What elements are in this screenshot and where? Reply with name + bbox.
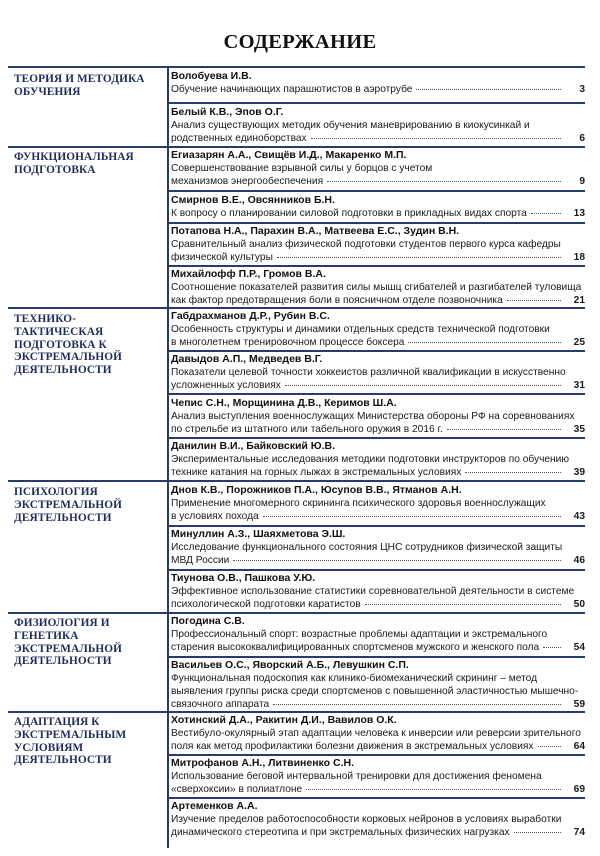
entry-divider — [168, 222, 585, 224]
entry-title: Анализ существующих методик обучения маневрированию в киокусинкай и — [171, 120, 530, 131]
entry-title: старения высококвалифицированных спортсменов мужского и женского пола — [171, 642, 540, 654]
entry-authors: Васильев О.С., Яворский А.Б., Левушкин С.П. — [171, 659, 409, 671]
entry-divider — [168, 265, 585, 267]
entry-authors: Егиазарян А.А., Свищёв И.Д., Макаренко М.П. — [171, 149, 407, 161]
toc-entry[interactable] — [171, 70, 585, 96]
toc-entry[interactable] — [171, 268, 585, 307]
toc-entry[interactable] — [171, 615, 585, 654]
entry-title: динамического стереотипа и при экстремальных физических нагрузках — [171, 827, 510, 839]
section-divider — [8, 307, 585, 309]
dot-leader — [311, 138, 561, 139]
toc-entry[interactable] — [171, 106, 585, 145]
section-divider — [8, 66, 585, 68]
entry-title: выявления группы риска среди спортсменов с повышенной эластичностью мышечно- — [171, 686, 579, 698]
entry-title: поля как метод профилактики болезни движения в экстремальных условиях — [171, 741, 534, 753]
toc-entry[interactable] — [171, 572, 585, 611]
page-number: 3 — [579, 84, 585, 95]
entry-title: «сверхоксии» в полиатлоне — [171, 784, 303, 796]
entry-divider — [168, 569, 585, 571]
entry-title: Сравнительный анализ физической подготовки студентов первого курса кафедры — [171, 239, 561, 250]
page-number: 9 — [579, 176, 585, 188]
section-title: ФУНКЦИОНАЛЬНАЯ ПОДГОТОВКА — [14, 151, 134, 176]
page-number: 50 — [573, 599, 585, 611]
entry-title: как фактор предотвращения боли в поясничном отделе позвоночника — [171, 295, 503, 307]
page-number: 25 — [573, 337, 585, 349]
entry-title: технике катания на горных лыжах в экстремальных условиях — [171, 467, 462, 479]
entry-title: Анализ выступления военнослужащих Министерства обороны РФ на соревнованиях — [171, 411, 575, 422]
entry-title: МВД России — [171, 555, 230, 567]
section-divider — [8, 612, 585, 614]
dot-leader — [447, 429, 561, 430]
entry-title: Совершенствование взрывной силы у борцов с учетом — [171, 163, 433, 174]
toc-entry[interactable] — [171, 659, 585, 711]
toc-entry[interactable] — [171, 800, 585, 839]
entry-title: Использование беговой интервальной тренировки для достижения феномена — [171, 771, 542, 782]
page-number: 6 — [579, 133, 585, 145]
entry-authors: Тиунова О.В., Пашкова У.Ю. — [171, 572, 316, 584]
entry-authors: Митрофанов А.Н., Литвиненко С.Н. — [171, 757, 355, 769]
entry-divider — [168, 102, 585, 104]
entry-title: Профессиональный спорт: возрастные проблемы адаптации и экстремального — [171, 629, 548, 640]
toc-entry[interactable] — [171, 225, 585, 264]
entry-authors: Смирнов В.Е., Овсянников Б.Н. — [171, 194, 335, 206]
entry-divider — [168, 190, 585, 192]
page-number: 18 — [573, 252, 585, 264]
page-number: 74 — [573, 827, 585, 839]
section-title: АДАПТАЦИЯ К ЭКСТРЕМАЛЬНЫМ УСЛОВИЯМ ДЕЯТЕЛЬНОСТИ — [14, 716, 127, 767]
section-title: ТЕХНИКО-ТАКТИЧЕСКАЯ ПОДГОТОВКА К ЭКСТРЕМАЛЬНОЙ ДЕЯТЕЛЬНОСТИ — [14, 313, 123, 377]
entry-title: Функциональная подоскопия как клинико-биомеханический скрининг – метод — [171, 673, 538, 684]
entry-title: механизмов энергообеспечения — [171, 176, 324, 188]
dot-leader — [306, 789, 561, 790]
entry-divider — [168, 437, 585, 439]
entry-authors: Габдрахманов Д.Р., Рубин В.С. — [171, 310, 330, 322]
toc-entry[interactable] — [171, 149, 585, 188]
toc-entry[interactable] — [171, 310, 585, 349]
dot-leader — [273, 704, 561, 705]
section-divider — [8, 146, 585, 148]
dot-leader — [514, 832, 561, 833]
page-number: 31 — [573, 380, 585, 392]
page-number: 54 — [573, 642, 585, 654]
entry-title: в многолетнем тренировочном процессе боксера — [171, 337, 405, 349]
entry-title: усложненных условиях — [171, 380, 281, 392]
entry-divider — [168, 754, 585, 756]
dot-leader — [543, 647, 561, 648]
entry-title: по стрельбе из штатного или табельного оружия в 2016 г. — [171, 424, 443, 436]
entry-authors: Давыдов А.П., Медведев В.Г. — [171, 353, 323, 365]
entry-title: физической культуры — [171, 252, 273, 264]
entry-title: Обучение начинающих парашютистов в аэротрубе — [171, 84, 413, 95]
section-title: ФИЗИОЛОГИЯ И ГЕНЕТИКА ЭКСТРЕМАЛЬНОЙ ДЕЯТЕЛЬНОСТИ — [14, 617, 123, 668]
toc-entry[interactable] — [171, 484, 585, 523]
dot-leader — [507, 300, 561, 301]
entry-title: в условиях похода — [171, 511, 259, 523]
toc-entry[interactable] — [171, 397, 585, 436]
dot-leader — [327, 181, 561, 182]
section-title: ТЕОРИЯ И МЕТОДИКА ОБУЧЕНИЯ — [14, 73, 145, 98]
entry-title: К вопросу о планировании силовой подготовки в прикладных видах спорта — [171, 208, 527, 219]
entry-title: Эффективное использование статистики соревновательной деятельности в системе — [171, 586, 575, 597]
toc-entry[interactable] — [171, 757, 585, 796]
dot-leader — [285, 385, 561, 386]
dot-leader — [465, 472, 561, 473]
dot-leader — [277, 257, 561, 258]
entry-title: родственных единоборствах — [171, 133, 307, 145]
page-number: 35 — [573, 424, 585, 436]
entry-authors: Хотинский Д.А., Ракитин Д.И., Вавилов О.К. — [171, 714, 397, 726]
entry-authors: Волобуева И.В. — [171, 70, 252, 82]
dot-leader — [531, 213, 561, 214]
toc-entry[interactable] — [171, 528, 585, 567]
entry-divider — [168, 393, 585, 395]
entry-title: Экспериментальные исследования методики подготовки инструкторов по обучению — [171, 454, 570, 465]
dot-leader — [233, 560, 561, 561]
page-number: 59 — [573, 699, 585, 711]
entry-title: Показатели целевой точности хоккеистов различной квалификации в искусственно — [171, 367, 566, 378]
page-number: 43 — [573, 511, 585, 523]
entry-divider — [168, 656, 585, 658]
entry-divider — [168, 350, 585, 352]
entry-divider — [168, 797, 585, 799]
dot-leader — [408, 342, 561, 343]
entry-authors: Днов К.В., Порожников П.А., Юсупов В.В., Ятманов А.Н. — [171, 484, 462, 496]
page-number: 13 — [573, 208, 585, 219]
entry-title: Вестибуло-окулярный этап адаптации человека к инверсии или реверсии зрительного — [171, 728, 581, 739]
entry-title: Соотношение показателей развития силы мышц сгибателей и разгибателей туловища — [171, 282, 582, 293]
dot-leader — [365, 604, 561, 605]
entry-title: Особенность структуры и динамики отдельных средств технической подготовки — [171, 324, 550, 335]
page-number: 46 — [573, 555, 585, 567]
entry-authors: Михайлофф П.Р., Громов В.А. — [171, 268, 326, 280]
page-number: 21 — [573, 295, 585, 307]
toc-entry[interactable] — [171, 440, 585, 479]
entry-divider — [168, 525, 585, 527]
dot-leader — [538, 746, 561, 747]
dot-leader — [263, 516, 561, 517]
entry-authors: Данилин В.И., Байковский Ю.В. — [171, 440, 336, 452]
section-title: ПСИХОЛОГИЯ ЭКСТРЕМАЛЬНОЙ ДЕЯТЕЛЬНОСТИ — [14, 486, 123, 524]
entry-authors: Артеменков А.А. — [171, 800, 258, 812]
page-number: 64 — [573, 741, 585, 753]
entry-authors: Чепис С.Н., Морщинина Д.В., Керимов Ш.А. — [171, 397, 397, 409]
entry-title: Исследование функционального состояния ЦНС сотрудников физической защиты — [171, 542, 563, 553]
toc-entry[interactable] — [171, 714, 585, 753]
section-divider — [8, 480, 585, 482]
entry-authors: Потапова Н.А., Парахин В.А., Матвеева Е.С., Зудин В.Н. — [171, 225, 460, 237]
entry-title: Изучение пределов работоспособности корковых нейронов в условиях выработки — [171, 814, 562, 825]
entry-authors: Минуллин А.З., Шаяхметова Э.Ш. — [171, 528, 346, 540]
page-title: СОДЕРЖАНИЕ — [223, 31, 377, 53]
page-number: 39 — [573, 467, 585, 479]
entry-title: Применение многомерного скрининга психического здоровья военнослужащих — [171, 498, 546, 509]
dot-leader — [416, 89, 561, 90]
entry-authors: Белый К.В., Эпов О.Г. — [171, 106, 284, 118]
toc-entry[interactable] — [171, 353, 585, 392]
entry-title: связочного аппарата — [171, 699, 270, 711]
entry-authors: Погодина С.В. — [171, 615, 245, 627]
toc-entry[interactable] — [171, 194, 585, 220]
entry-title: психологической подготовки каратистов — [171, 599, 361, 611]
page-number: 69 — [573, 784, 585, 796]
